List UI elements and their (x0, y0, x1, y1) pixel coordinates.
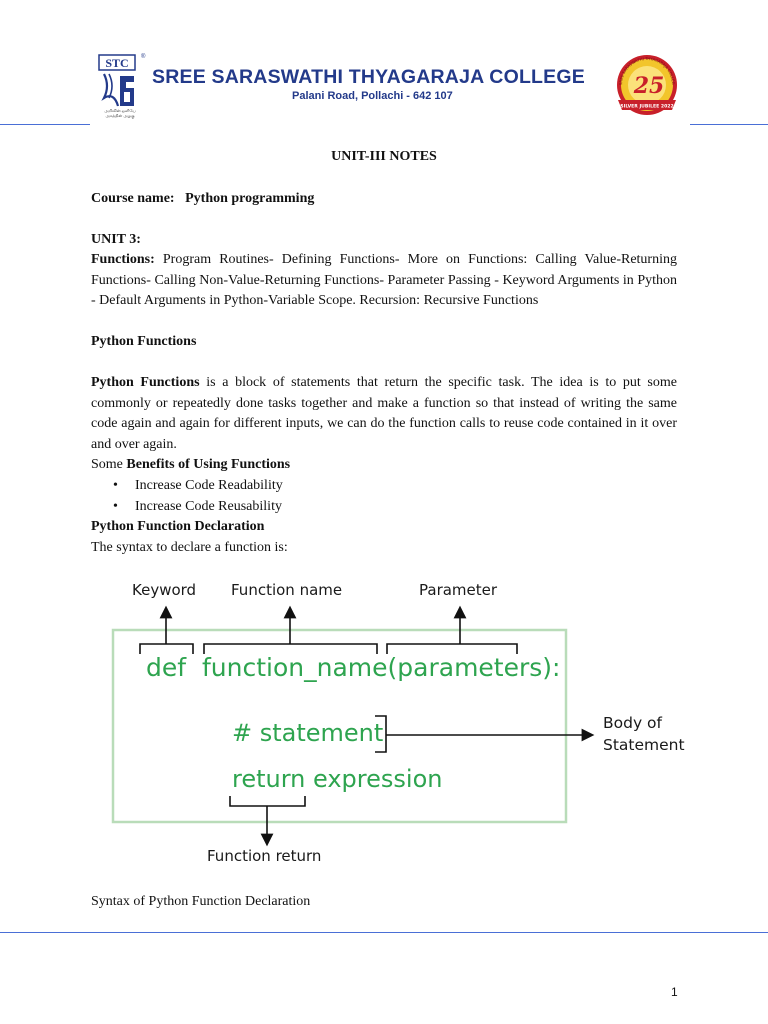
code-return: return expression (232, 765, 443, 793)
section-heading: Python Functions (91, 334, 197, 349)
label-body-line1: Body of (603, 714, 662, 732)
functions-label: Functions: (91, 252, 155, 267)
diagram-caption: Syntax of Python Function Declaration (91, 894, 311, 909)
label-keyword: Keyword (132, 581, 197, 599)
college-address: Palani Road, Pollachi - 642 107 (292, 90, 453, 102)
logo-motto: அறிவின் ஒளியே அகத்தின் அழகு (104, 108, 136, 118)
intro-bold: Python Functions (91, 375, 200, 390)
functions-topics: Program Routines- Defining Functions- More on Functions: Calling Value-Returning Functions- Calling Non-Value-Returning Functions- Parameter Passing - Keyword Arguments in Python - Default Arguments in Python-Variable Scope. Recursion: Recursive Functions (91, 252, 677, 308)
syntax-intro: The syntax to declare a function is: (91, 540, 288, 555)
benefits-heading: Benefits of Using Functions (126, 457, 291, 472)
footer-rule (0, 932, 768, 933)
unit-heading: UNIT 3: (91, 232, 141, 247)
registered-mark: ® (141, 54, 146, 60)
logo-stc-text: STC (105, 56, 129, 70)
declaration-heading: Python Function Declaration (91, 519, 265, 534)
benefit-text: Increase Code Readability (135, 478, 283, 493)
jubilee-number: 25 (633, 73, 665, 99)
intro-text: is a block of statements that return the specific task. The idea is to put some commonly or repeatedly done tasks together and make a function so that instead of writing the same code again and again for different inputs, we can do the function calls to reuse code contained in it over and over again. (91, 375, 677, 452)
page-number: 1 (671, 985, 678, 999)
benefit-text: Increase Code Reusability (135, 499, 282, 514)
code-statement: # statement (232, 719, 384, 747)
course-value: Python programming (185, 191, 315, 206)
bullet: • (113, 478, 118, 493)
label-function-name: Function name (231, 581, 343, 599)
label-body-line2: Statement (603, 736, 685, 754)
label-function-return: Function return (207, 847, 322, 865)
return-bracket (230, 796, 305, 806)
code-signature: function_name(parameters): (202, 653, 561, 682)
course-label: Course name: (91, 191, 175, 206)
jubilee-ring-text: SREE SARASWATHI THYAGARAJA COLLEG (617, 55, 677, 86)
code-def: def (146, 653, 187, 682)
page-title: UNIT-III NOTES (331, 149, 437, 164)
jubilee-ribbon-text: SILVER JUBILEE 2022 (620, 104, 674, 110)
benefits-prefix: Some (91, 457, 127, 472)
label-parameter: Parameter (419, 581, 498, 599)
college-name: SREE SARASWATHI THYAGARAJA COLLEGE (152, 66, 585, 88)
bullet: • (113, 499, 118, 514)
